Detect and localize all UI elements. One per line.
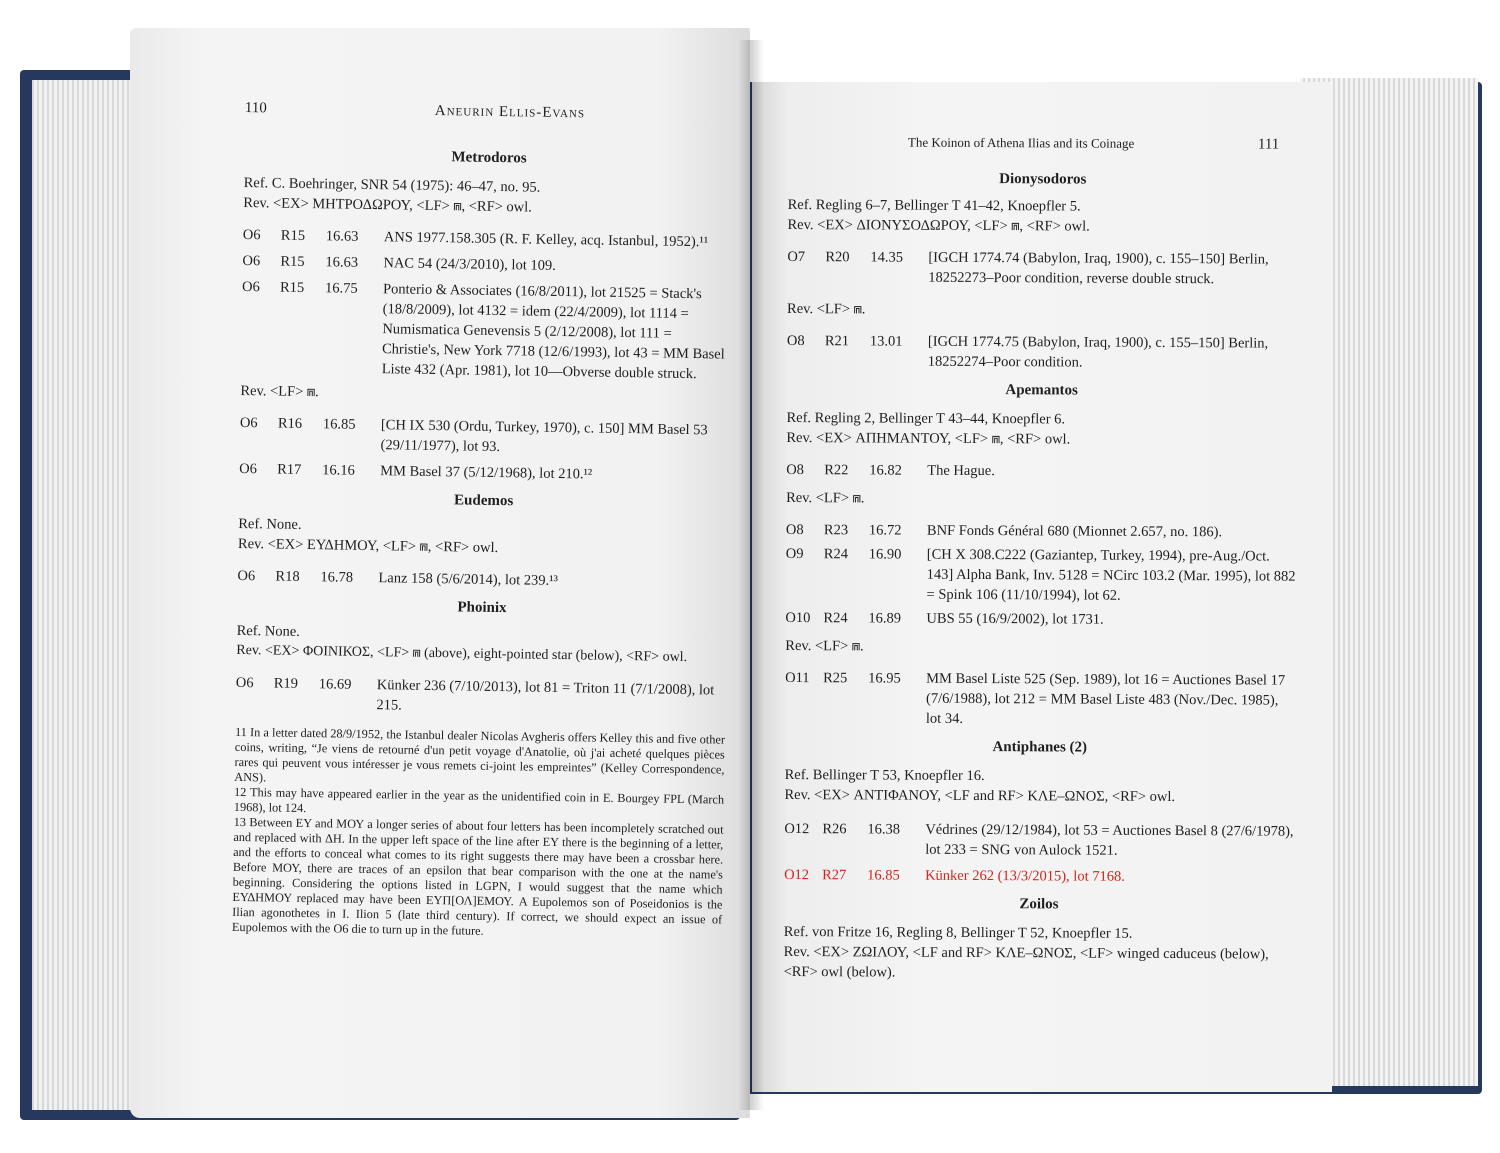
footnote: 11 In a letter dated 28/9/1952, the Istanbul dealer Nicolas Avgheris offers Kelley this and five other coins, writing, “Je viens de retourné d'un petit voyage d'Anatolie, où j'ai acheté quelques pièces rares qui peuvent vous intéresser je vous remets ci-joint les empreintes” (Kelley Correspondence, ANS). — [234, 724, 726, 785]
ref-line: Ref. Regling 6–7, Bellinger T 41–42, Knoepfler 5. — [787, 196, 1081, 215]
section-heading-phoinix: Phoinix — [457, 599, 507, 617]
ref-line: Ref. Regling 2, Bellinger T 43–44, Knoepfler 6. — [786, 409, 1066, 428]
coin-row: O6 R18 16.78 Lanz 158 (5/6/2014), lot 239.¹³ — [237, 567, 559, 589]
rev-line: Rev. <EX> ΑΠΗΜΑΝΤΟΥ, <LF> ⩎, <RF> owl. — [786, 429, 1071, 448]
coin-row: O12 R26 16.38 Védrines (29/12/1984), lot 53 = Auctiones Basel 8 (27/6/1978), lot 233 = SNG von Aulock 1521. — [784, 820, 1294, 859]
coin-row: O11 R25 16.95 MM Basel Liste 525 (Sep. 1989), lot 16 = Auctiones Basel 17 (7/6/1988), lot 212 = MM Basel Liste 483 (Nov./Dec. 1985), lot 34. — [785, 669, 1286, 727]
section-heading-metrodoros: Metrodoros — [451, 149, 527, 167]
coin-row: O8 R22 16.82 The Hague. — [786, 461, 995, 480]
book-gutter-shadow — [738, 40, 764, 1110]
section-heading-apemantos: Apemantos — [1005, 382, 1078, 399]
coin-row: O6 R19 16.69 Künker 236 (7/10/2013), lot 81 = Triton 11 (7/1/2008), lot 215. — [235, 674, 715, 714]
rev-line: Rev. <EX> ΦΟΙΝΙΚΟΣ, <LF> ⩎ (above), eight-pointed star (below), <RF> owl. — [236, 642, 688, 666]
ref-line: Ref. von Fritze 16, Regling 8, Bellinger T 52, Knoepfler 15. — [783, 923, 1133, 942]
running-head-left: Aneurin Ellis-Evans — [434, 102, 586, 122]
ref-line: Ref. C. Boehringer, SNR 54 (1975): 46–47, no. 95. — [243, 174, 541, 196]
coin-row: O10 R24 16.89 UBS 55 (16/9/2002), lot 1731. — [785, 609, 1104, 628]
rev-line: Rev. <EX> ΕΥΔΗΜΟΥ, <LF> ⩎, <RF> owl. — [237, 535, 499, 557]
coin-row: O6 R17 16.16 MM Basel 37 (5/12/1968), lot 210.¹² — [239, 460, 593, 483]
coin-row: O9 R24 16.90 [CH X 308.C222 (Gaziantep, Turkey, 1994), pre-Aug./Oct. 143] Alpha Bank, Inv. 5128 = NCirc 103.2 (Mar. 1995), lot 882 = Spink 106 (11/10/1994), lot 62. — [785, 545, 1296, 604]
rev-line: Rev. <LF> ⩎. — [785, 637, 864, 655]
rev-line: Rev. <EX> ΑΝΤΙΦΑΝΟΥ, <LF and RF> ΚΛΕ–ΩΝΟΣ, <RF> owl. — [784, 786, 1176, 806]
ref-line: Ref. None. — [238, 515, 302, 533]
ref-line: Ref. None. — [236, 622, 300, 640]
rev-line: Rev. <LF> ⩎. — [787, 300, 866, 318]
rev-line: Rev. <EX> ΖΩΙΛΟΥ, <LF and RF> ΚΛΕ–ΩΝΟΣ, <LF> winged caduceus (below), <RF> owl (below). — [783, 943, 1269, 981]
coin-row: O6 R15 16.63 ANS 1977.158.305 (R. F. Kelley, acq. Istanbul, 1952).¹¹ — [242, 226, 709, 251]
right-page-content — [784, 132, 1298, 985]
running-head-right: The Koinon of Athena Ilias and its Coinage — [907, 134, 1135, 151]
right-page — [752, 82, 1332, 1092]
section-heading-antiphanes: Antiphanes (2) — [992, 739, 1088, 756]
rev-line: Rev. <EX> ΔΙΟΝΥΣΟΔΩΡΟΥ, <LF> ⩎, <RF> owl. — [787, 216, 1090, 235]
left-page-content — [232, 98, 735, 943]
footnote: 13 Between ΕΥ and ΜΟΥ a longer series of about four letters has been incompletely scratched out and replaced with ΔΗ. In the upper left space of the line after ΕΥ there is the beginning of a letter, and the efforts to conceal what comes to its right suggests there may have been a crossbar here. Before ΜΟΥ, there are traces of an epsilon that bear comparison with the one at the name's beginning. Considering the options listed in LGPN, I would suggest that the name which ΕΥΔΗΜΟΥ replaced may have been ΕΥΠ[ΟΛ]ΕΜΟΥ. A Eupolemos son of Poseidonios is the Ilian agonothetes in I. Ilion 5 (late third century). If correct, we should expect an issue of Eupolemos with the O6 die to turn up in the future. — [231, 814, 724, 938]
coin-row-highlighted: O12 R27 16.85 Künker 262 (13/3/2015), lot 7168. — [784, 866, 1125, 885]
rev-line: Rev. <LF> ⩎. — [786, 489, 865, 507]
footnote: 12 This may have appeared earlier in the year as the unidentified coin in E. Bourgey FPL (March 1968), lot 124. — [233, 784, 725, 816]
ref-line: Ref. Bellinger T 53, Knoepfler 16. — [784, 766, 985, 785]
page-number-right: 111 — [1257, 136, 1280, 153]
section-heading-dionysodoros: Dionysodoros — [999, 171, 1087, 188]
page-number-left: 110 — [244, 99, 267, 117]
coin-row: O6 R15 16.75 Ponterio & Associates (16/8/2011), lot 21525 = Stack's (18/8/2009), lot 4132 = idem (22/4/2009), lot 1114 = Numismatica Genevensis 5 (2/12/2008), lot 111 = Christie's, New York 7718 (12/6/1993), lot 43 = MM Basel Liste 432 (Apr. 1981), lot 10—Obverse double struck. — [241, 278, 725, 383]
section-heading-eudemos: Eudemos — [453, 492, 514, 510]
section-heading-zoilos: Zoilos — [1019, 896, 1059, 913]
coin-row: O7 R20 14.35 [IGCH 1774.74 (Babylon, Iraq, 1900), c. 155–150] Berlin, 18252273–Poor condition, reverse double struck. — [787, 248, 1269, 288]
rev-line: Rev. <EX> ΜΗΤΡΟΔΩΡΟΥ, <LF> ⩎, <RF> owl. — [243, 194, 533, 216]
coin-row: O6 R16 16.85 [CH IX 530 (Ordu, Turkey, 1970), c. 150] MM Basel 53 (29/11/1977), lot 93. — [239, 414, 708, 456]
coin-row: O8 R21 13.01 [IGCH 1774.75 (Babylon, Iraq, 1900), c. 155–150] Berlin, 18252274–Poor condition. — [786, 332, 1269, 371]
coin-row: O8 R23 16.72 BNF Fonds Général 680 (Mionnet 2.657, no. 186). — [785, 521, 1223, 541]
rev-line: Rev. <LF> ⩎. — [240, 382, 319, 401]
coin-row: O6 R15 16.63 NAC 54 (24/3/2010), lot 109. — [242, 252, 556, 274]
left-page — [130, 28, 750, 1118]
